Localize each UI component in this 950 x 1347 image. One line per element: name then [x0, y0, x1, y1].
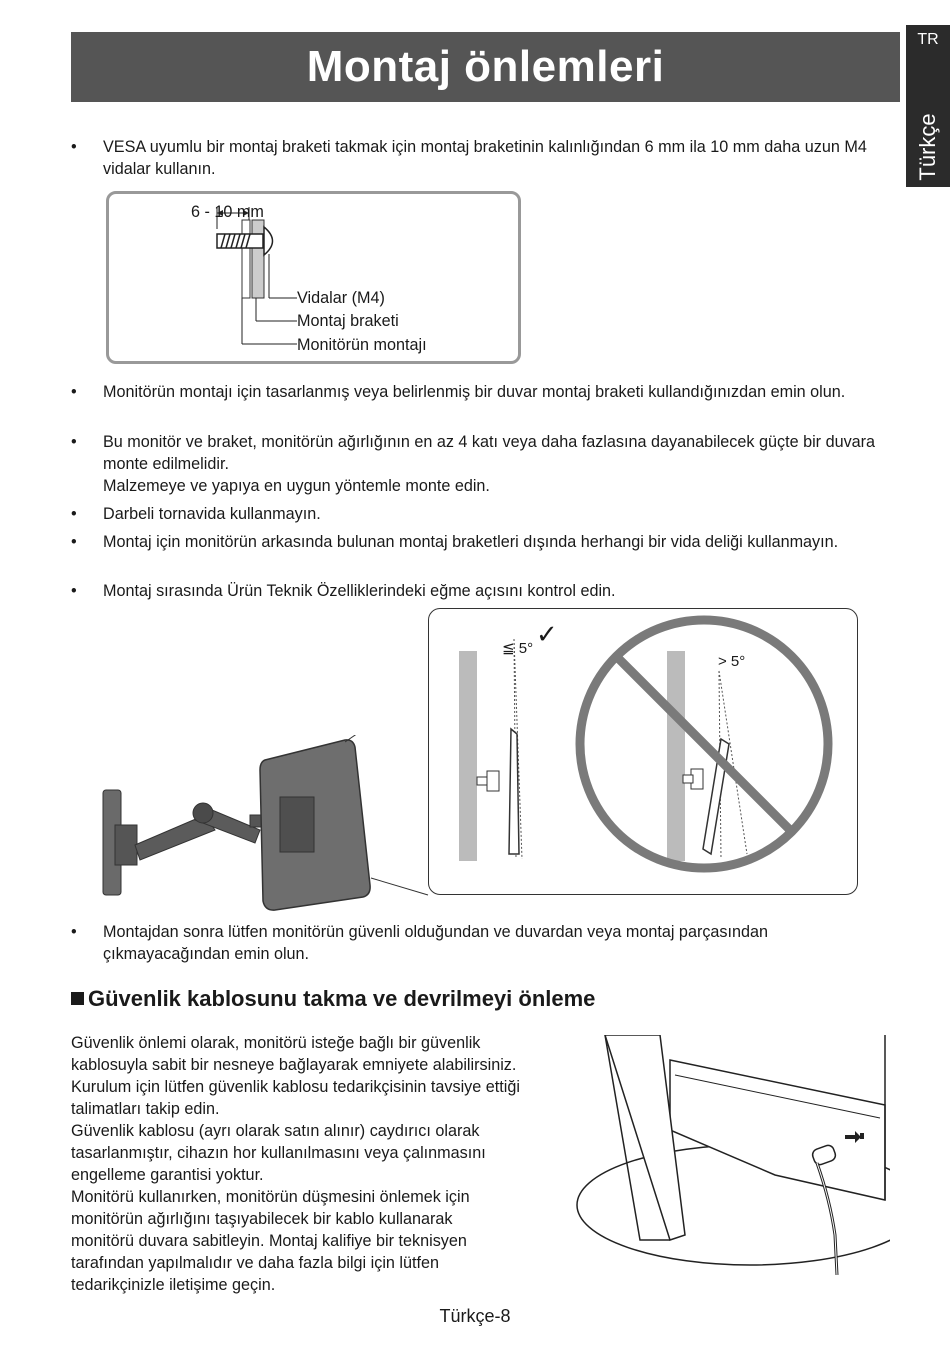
para-line: Güvenlik kablosu (ayrı olarak satın alınır) caydırıcı olarak	[71, 1122, 480, 1140]
para-line: Kurulum için lütfen güvenlik kablosu tedarikçisinin tavsiye ettiği	[71, 1078, 520, 1096]
tilt-illustration	[429, 609, 859, 896]
para-line: Monitörü kullanırken, monitörün düşmesini önlemek için	[71, 1188, 470, 1206]
monitor-mount-label: Monitörün montajı	[297, 336, 427, 354]
bullet-text-extra: Malzemeye ve yapıya en uygun yöntemle monte edin.	[103, 477, 490, 495]
bullet-dot: •	[71, 533, 77, 551]
allowed-angle-label: ≦ 5°	[502, 640, 534, 657]
screw-label: Vidalar (M4)	[297, 289, 385, 307]
bullet-dot: •	[71, 433, 77, 451]
para-line: engelleme garantisi yoktur.	[71, 1166, 264, 1184]
language-code: TR	[917, 31, 939, 48]
para-line: monitörü duvara sabitleyin. Montaj kalifiye bir teknisyen	[71, 1232, 467, 1250]
prohibited-angle-label: > 5°	[718, 653, 746, 670]
section-paragraph	[71, 1032, 591, 1296]
bullet-dot: •	[71, 923, 77, 941]
language-name: Türkçe	[915, 113, 940, 181]
language-tab	[906, 25, 950, 187]
title-bar	[71, 32, 900, 102]
security-cable-illustration	[575, 1035, 890, 1275]
bullet-text: Montaj için monitörün arkasında bulunan montaj braketleri dışında herhangi bir vida deliği kullanmayın.	[103, 533, 839, 551]
checkmark-icon: ✓	[536, 619, 558, 649]
bullet-text: Montaj sırasında Ürün Teknik Özelliklerindeki eğme açısını kontrol edin.	[103, 582, 616, 600]
screw-diagram	[106, 191, 521, 364]
section-heading-text: Güvenlik kablosunu takma ve devrilmeyi önleme	[88, 986, 596, 1011]
para-line: kablosuyla sabit bir nesneye bağlayarak emniyete alabilirsiniz.	[71, 1056, 517, 1074]
para-line: Güvenlik önlemi olarak, monitörü isteğe bağlı bir güvenlik	[71, 1034, 481, 1052]
dimension-label: 6 - 10 mm	[191, 203, 264, 221]
para-line: talimatları takip edin.	[71, 1100, 220, 1118]
bullet-dot: •	[71, 138, 77, 156]
bullet-text: Monitörün montajı için tasarlanmış veya belirlenmiş bir duvar montaj braketi kullandığınızdan emin olun.	[103, 383, 846, 401]
bullet-dot: •	[71, 505, 77, 523]
section-heading	[71, 986, 595, 1012]
para-line: tasarlanmıştır, cihazın hor kullanılmasını veya çalınmasını	[71, 1144, 486, 1162]
square-bullet-icon	[71, 992, 84, 1005]
tilt-diagram	[428, 608, 858, 895]
arm-mount-illustration	[95, 735, 435, 915]
bullet-dot: •	[71, 383, 77, 401]
page-title: Montaj önlemleri	[306, 42, 665, 91]
bullet-screw-length	[71, 136, 896, 180]
bullet-screw-holes	[71, 531, 896, 553]
bullet-wall-strength	[71, 431, 896, 497]
bullet-tilt-angle	[71, 580, 896, 602]
bullet-wall-bracket	[71, 381, 896, 403]
para-line: monitörün ağırlığını taşıyabilecek bir kablo kullanarak	[71, 1210, 453, 1228]
bullet-dot: •	[71, 582, 77, 600]
bullet-text: VESA uyumlu bir montaj braketi takmak için montaj braketinin kalınlığından 6 mm ila 10 mm daha uzun M4 vidalar kullanın.	[103, 138, 867, 178]
bracket-label: Montaj braketi	[297, 312, 399, 330]
bullet-text: Darbeli tornavida kullanmayın.	[103, 505, 321, 523]
bullet-text: Bu monitör ve braket, monitörün ağırlığının en az 4 katı veya daha fazlasına dayanabilecek güçte bir duvara monte edilmelidir.	[103, 433, 876, 473]
bullet-impact-driver	[71, 503, 896, 525]
page-number: Türkçe-8	[439, 1306, 511, 1326]
para-line: tedarikçinizle iletişime geçin.	[71, 1276, 276, 1294]
bullet-secure-check	[71, 921, 896, 965]
bullet-text: Montajdan sonra lütfen monitörün güvenli olduğundan ve duvardan veya montaj parçasından çıkmayacağından emin olun.	[103, 923, 769, 963]
para-line: tarafından yapılmalıdır ve daha fazla bilgi için lütfen	[71, 1254, 440, 1272]
